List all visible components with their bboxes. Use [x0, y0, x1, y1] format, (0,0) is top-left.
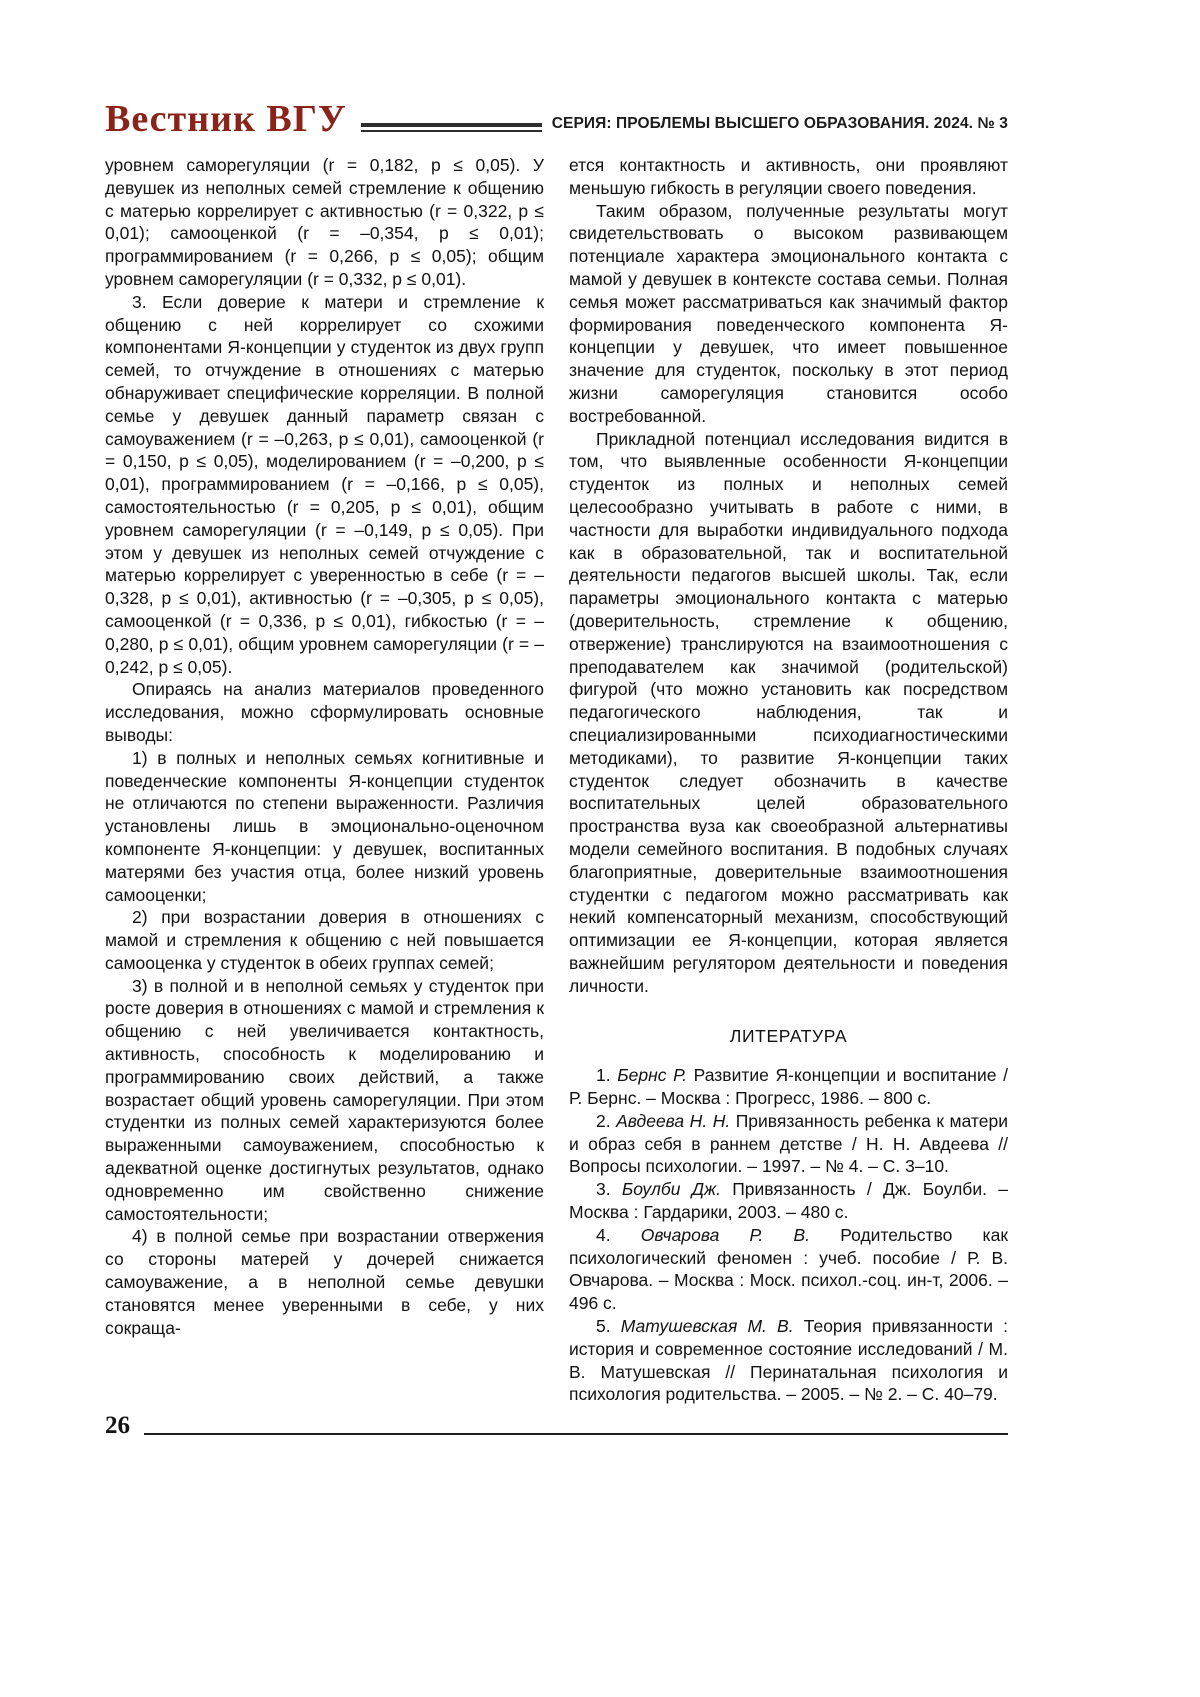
- reference-item: [569, 1178, 1008, 1224]
- paragraph-conclusion-4: 4) в полной семье при возрастании отвержения со стороны матерей у дочерей снижается самоуважение, а в неполной семье девушки становятся менее уверенными в себе, у них сокраща-: [105, 1226, 544, 1338]
- paragraph: 3. Если доверие к матери и стремление к общению с ней коррелирует со схожими компонентами Я-концепции у студенток из двух групп семей, то отчуждение в отношениях с матерью обнаруживает специфические корреляции. В полной семье у девушек данный параметр связан с самоуважением (r = –0,263, p ≤ 0,01), самооценкой (r = 0,150, p ≤ 0,05), моделированием (r = –0,200, p ≤ 0,01), программированием (r = –0,166, p ≤ 0,05), самостоятельностью (r = 0,205, p ≤ 0,01), общим уровнем саморегуляции (r = –0,149, p ≤ 0,05). При этом у девушек из неполных семей отчуждение с матерью коррелирует с уверенностью в себе (r = –0,328, p ≤ 0,01), активностью (r = –0,305, p ≤ 0,05), самооценкой (r = 0,336, p ≤ 0,01), гибкостью (r = –0,280, p ≤ 0,01), общим уровнем саморегуляции (r = –0,242, p ≤ 0,05).: [105, 291, 544, 677]
- page-header: [105, 92, 1008, 138]
- reference-number: 3.: [596, 1179, 611, 1200]
- paragraph-continuation: уровнем саморегуляции (r = 0,182, p ≤ 0,05). У девушек из неполных семей стремление к общению с матерью коррелирует с активностью (r = 0,322, p ≤ 0,01); самооценкой (r = –0,354, p ≤ 0,01); программированием (r = 0,266, p ≤ 0,05); общим уровнем саморегуляции (r = 0,332, p ≤ 0,01).: [105, 155, 544, 289]
- reference-item: [569, 1110, 1008, 1178]
- series-title: СЕРИЯ: ПРОБЛЕМЫ ВЫСШЕГО ОБРАЗОВАНИЯ. 2024. № 3: [551, 115, 1008, 132]
- article-body: [105, 154, 1008, 1406]
- reference-author: Матушевская М. В.: [620, 1316, 794, 1337]
- reference-number: 1.: [596, 1065, 611, 1086]
- reference-item: [569, 1315, 1008, 1406]
- left-column: [105, 154, 544, 1406]
- paragraph: Прикладной потенциал исследования видится в том, что выявленные особенности Я-концепции студенток из полных и неполных семей целесообразно учитывать в работе с ними, в частности для выработки индивидуального подхода как в образовательной, так и воспитательной деятельности педагогов высшей школы. Так, если параметры эмоционального контакта с матерью (доверительность, стремление к общению, отвержение) транслируются на взаимоотношения с преподавателем как значимой (родительской) фигурой (что можно установить как посредством педагогического наблюдения, так и специализированными психодиагностическими методиками), то развитие Я-концепции таких студенток следует обозначить в качестве воспитательных целей образовательного пространства вуза как своеобразной альтернативы модели семейного воспитания. В подобных случаях благоприятные, доверительные взаимоотношения студентки с педагогом можно рассматривать как некий компенсаторный механизм, способствующий оптимизации ее Я-концепции, которая является важнейшим регулятором деятельности и поведения личности.: [569, 428, 1008, 996]
- paragraph-conclusion-1: 1) в полных и неполных семьях когнитивные и поведенческие компоненты Я-концепции студенток не отличаются по степени выраженности. Различия установлены лишь в эмоционально-оценочном компоненте Я-концепции: у девушек, воспитанных матерями без участия отца, более низкий уровень самооценки;: [105, 747, 544, 905]
- reference-text: Развитие Я-концепции и воспитание / Р. Бернс. – Москва : Прогресс, 1986. – 800 с.: [569, 1065, 1008, 1109]
- page-footer: [105, 1413, 1008, 1438]
- right-column: [569, 154, 1008, 1406]
- paragraph-conclusion-3: 3) в полной и в неполной семьях у студенток при росте доверия в отношениях с мамой и стремления к общению с ней увеличивается контактность, активность, способность к моделированию и программированию своих действий, а также возрастает общий уровень саморегуляции. При этом студентки из полных семей характеризуются более выраженными самоуважением, способностью к адекватной оценке достигнутых результатов, однако одновременно им свойственно снижение самостоятельности;: [105, 975, 544, 1224]
- footer-rule: [144, 1432, 1008, 1435]
- reference-author: Авдеева Н. Н.: [616, 1110, 731, 1131]
- reference-author: Боулби Дж.: [621, 1179, 721, 1200]
- reference-text: Теория привязанности : история и современное состояние исследований / М. В. Матушевская // Перинатальная психология и психология родительства. – 2005. – № 2. – С. 40–79.: [569, 1316, 1008, 1405]
- reference-text: Привязанность ребенка к матери и образ себя в раннем детстве / Н. Н. Авдеева // Вопросы психологии. – 1997. – № 4. – С. 3–10.: [569, 1110, 1008, 1177]
- reference-text: Привязанность / Дж. Боулби. – Москва : Гардарики, 2003. – 480 с.: [569, 1179, 1008, 1223]
- paragraph-conclusion-2: 2) при возрастании доверия в отношениях с мамой и стремления к общению с ней повышается самооценка у студенток в обеих группах семей;: [105, 907, 544, 973]
- page-number: 26: [105, 1412, 130, 1439]
- paragraph-continuation: ется контактность и активность, они проявляют меньшую гибкость в регуляции своего поведения.: [569, 155, 1008, 198]
- paragraph: Опираясь на анализ материалов проведенного исследования, можно сформулировать основные выводы:: [105, 679, 544, 745]
- reference-item: [569, 1064, 1008, 1110]
- reference-number: 5.: [596, 1316, 611, 1337]
- reference-number: 2.: [596, 1110, 611, 1131]
- reference-number: 4.: [596, 1224, 611, 1245]
- header-double-rule: [361, 123, 542, 132]
- reference-author: Овчарова Р. В.: [640, 1224, 811, 1245]
- paragraph: Таким образом, полученные результаты могут свидетельствовать о высоком развивающем потенциале характера эмоционального контакта с мамой у девушек в контексте состава семьи. Полная семья может рассматриваться как значимый фактор формирования поведенческого компонента Я-концепции у девушек, что имеет повышенное значение для студенток, поскольку в этот период жизни саморегуляция становится особо востребованной.: [569, 200, 1008, 426]
- reference-item: [569, 1224, 1008, 1315]
- reference-author: Бернс Р.: [617, 1065, 687, 1086]
- journal-logo: Вестник ВГУ: [105, 98, 347, 140]
- literature-heading: ЛИТЕРАТУРА: [729, 1026, 848, 1047]
- reference-text: Родительство как психологический феномен : учеб. пособие / Р. В. Овчарова. – Москва : Моск. психол.-соц. ин-т, 2006. – 496 с.: [569, 1224, 1008, 1314]
